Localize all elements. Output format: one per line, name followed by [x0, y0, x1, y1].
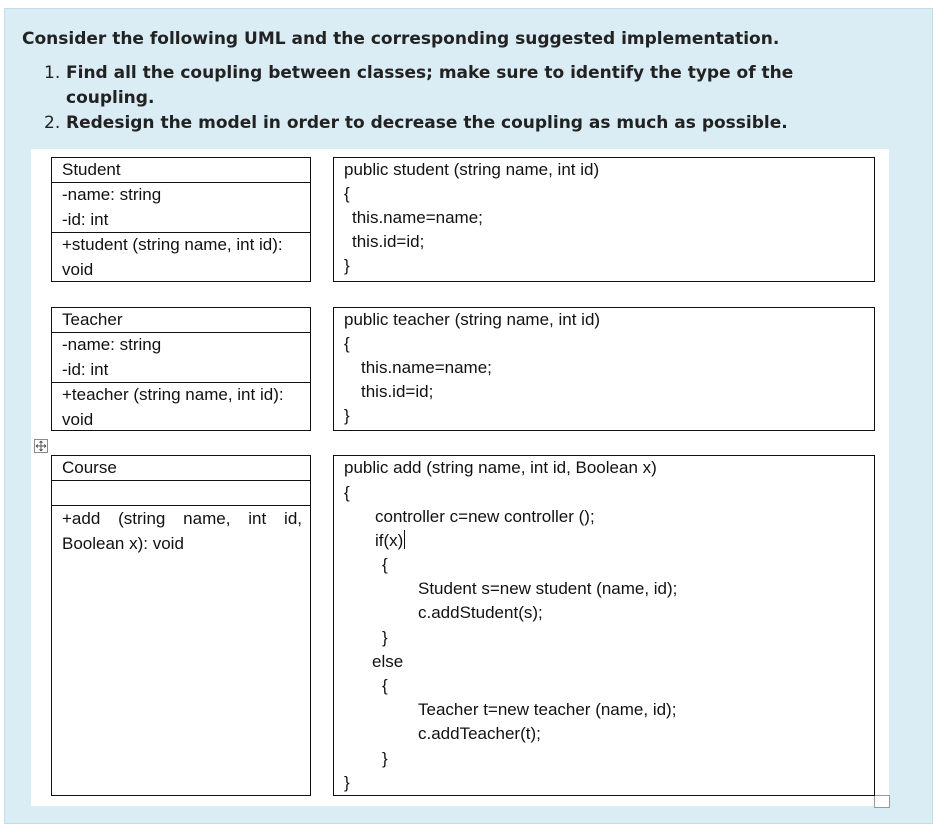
code-line: } — [344, 256, 350, 275]
student-uml-class — [51, 157, 311, 282]
teacher-uml-class — [51, 307, 311, 431]
table-move-handle-icon[interactable] — [34, 439, 48, 453]
attribute: -id: int — [62, 209, 109, 229]
operation-return: void — [62, 259, 94, 279]
attribute: -name: string — [62, 335, 162, 354]
class-operations — [52, 383, 310, 430]
operation: +student (string name, int id): — [62, 235, 283, 254]
course-code-box — [333, 455, 875, 796]
code-line: { — [344, 184, 350, 203]
attribute: -name: string — [62, 185, 162, 204]
class-operations: +add (string name, int id, Boolean x): void — [62, 509, 302, 553]
class-name: Course — [52, 456, 310, 481]
code-line: } — [344, 406, 350, 425]
code-line: public teacher (string name, int id) — [344, 310, 601, 329]
task-number: 2. — [44, 113, 61, 133]
attribute: -id: int — [62, 359, 109, 379]
task-text: Find all the coupling between classes; make sure to identify the type of the coupling. — [66, 63, 794, 108]
course-uml-class — [51, 455, 311, 796]
code-line: { — [344, 334, 350, 353]
text-caret — [404, 530, 405, 549]
code-line: else — [372, 652, 404, 671]
student-code-box — [333, 157, 875, 282]
code-line: public student (string name, int id) — [344, 160, 600, 179]
question-prompt: Consider the following UML and the corresponding suggested implementation. — [22, 29, 780, 49]
class-name: Student — [52, 158, 310, 183]
code-line: { — [344, 483, 350, 502]
code-line: this.name=name; — [361, 358, 492, 377]
class-attributes — [52, 183, 310, 233]
task-item — [44, 61, 844, 111]
task-text: Redesign the model in order to decrease the coupling as much as possible. — [66, 113, 788, 133]
class-operations — [52, 233, 310, 281]
code-line — [375, 529, 405, 553]
code-line: { — [382, 676, 388, 695]
code-line: c.addStudent(s); — [418, 603, 543, 622]
code-line: c.addTeacher(t); — [418, 724, 541, 743]
code-text: if(x) — [375, 531, 404, 550]
teacher-code-box — [333, 307, 875, 431]
class-attributes — [52, 481, 310, 506]
code-line: public add (string name, int id, Boolean x) — [344, 458, 657, 477]
code-line: } — [382, 749, 388, 768]
code-line: } — [382, 628, 388, 647]
code-line: Student s=new student (name, id); — [418, 579, 678, 598]
code-line: Teacher t=new teacher (name, id); — [418, 700, 677, 719]
task-list — [44, 61, 844, 136]
class-attributes — [52, 333, 310, 383]
code-line: this.id=id; — [361, 382, 434, 401]
operation-return: void — [62, 409, 94, 429]
code-line: { — [382, 555, 388, 574]
class-name: Teacher — [52, 308, 310, 333]
task-item — [44, 111, 844, 136]
code-line: this.id=id; — [352, 232, 425, 251]
resize-corner[interactable] — [874, 795, 890, 808]
code-line: controller c=new controller (); — [375, 507, 595, 526]
task-number: 1. — [44, 63, 61, 83]
code-line: this.name=name; — [352, 208, 483, 227]
operation: +teacher (string name, int id): — [62, 385, 284, 404]
code-line: } — [344, 773, 350, 792]
